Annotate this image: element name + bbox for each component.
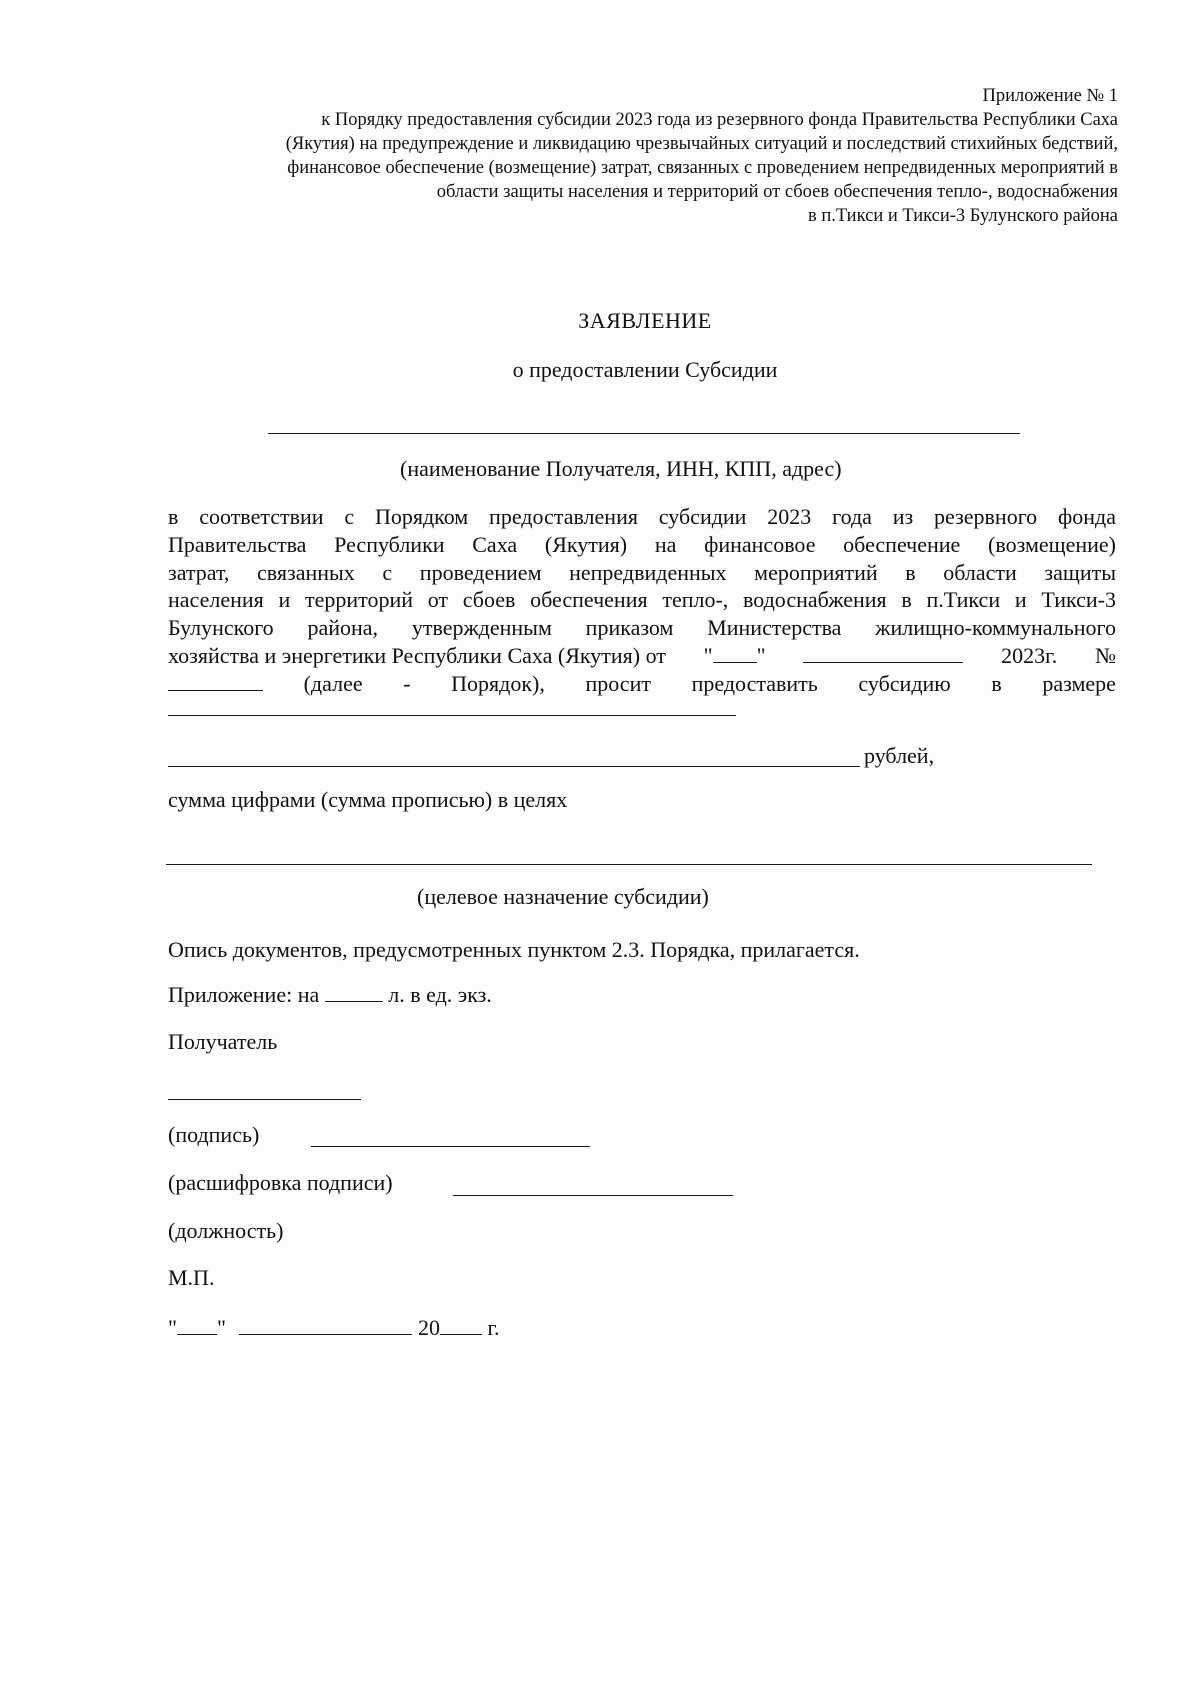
signature-label: (подпись) [168,1122,260,1147]
date-century: 20 [417,1315,440,1340]
recipient-name-field[interactable] [268,433,1020,434]
date-day-field[interactable] [177,1316,217,1335]
date-year-suffix: г. [487,1315,500,1340]
body-word: - [403,670,411,696]
order-day-group [704,642,766,670]
header-line: области защиты населения и территорий от сбоев обеспечения тепло-, водоснабжения [436,182,1118,202]
order-day-field[interactable] [713,642,757,663]
date-quote-close: " [216,1315,226,1340]
document-subtitle: о предоставлении Субсидии [512,357,778,382]
body-word: Порядок), [451,670,545,696]
body-word: предоставить [691,670,818,696]
document-title: ЗАЯВЛЕНИЕ [578,308,712,333]
stamp-label: М.П. [168,1265,215,1290]
subsidy-purpose-caption: (целевое назначение субсидии) [417,884,709,909]
body-line: населения и территорий от сбоев обеспечения тепло-, водоснабжения в п.Тикси и Тикси-3 [168,587,1116,613]
body-word: размере [1042,670,1116,696]
signature-field[interactable] [311,1146,590,1147]
recipient-name-caption: (наименование Получателя, ИНН, КПП, адрес) [400,456,842,481]
date-quote-open: " [168,1315,177,1340]
body-line: Правительства Республики Саха (Якутия) на финансовое обеспечение (возмещение) [168,531,1116,557]
header-line: (Якутия) на предупреждение и ликвидацию чрезвычайных ситуаций и последствий стихийных бедствий, [285,134,1118,154]
quote-close: " [756,642,766,668]
date-year-field[interactable] [440,1316,482,1335]
purpose-intro: сумма цифрами (сумма прописью) в целях [168,787,568,812]
body-word: просит [585,670,651,696]
body-word: субсидию [858,670,951,696]
documents-note: Опись документов, предусмотренных пунктом 2.3. Порядка, прилагается. [168,937,860,962]
subsidy-amount-words-field[interactable] [168,766,860,767]
body-line-order-date [168,642,1116,670]
application-body [168,503,1116,698]
header-line: финансовое обеспечение (возмещение) затрат, связанных с проведением непредвиденных мероприятий в [287,158,1118,178]
body-word: в [991,670,1002,696]
order-year-text: 2023г. [1001,642,1058,668]
attachment-suffix: л. в ед. экз. [388,982,492,1007]
header-line: в п.Тикси и Тикси-3 Булунского района [807,206,1118,226]
attachment-line [168,982,492,1008]
body-line-subsidy-request [168,670,1116,698]
attachment-prefix: Приложение: на [168,982,320,1007]
body-word: (далее [303,670,363,696]
subsidy-amount-field[interactable] [168,715,736,716]
body-line: затрат, связанных с проведением непредвиденных мероприятий в области защиты [168,559,1116,585]
order-number-field[interactable] [168,670,263,691]
signature-decoding-label: (расшифровка подписи) [168,1170,393,1195]
body-line: Булунского района, утвержденным приказом Министерства жилищно-коммунального [168,615,1116,641]
body-line: в соответствии с Порядком предоставления субсидии 2023 года из резервного фонда [168,504,1116,529]
header-line: Приложение № 1 [982,86,1118,106]
attachment-sheets-field[interactable] [325,983,383,1002]
quote-open: " [703,642,713,668]
signature-decoding-field[interactable] [453,1195,733,1196]
date-month-field[interactable] [239,1316,412,1335]
position-label: (должность) [168,1218,284,1243]
appendix-header [138,84,1118,228]
order-number-sign: № [1094,642,1116,668]
header-line: к Порядку предоставления субсидии 2023 года из резервного фонда Правительства Республики Саха [321,110,1118,130]
recipient-label: Получатель [168,1029,278,1054]
date-line [168,1315,500,1341]
recipient-field[interactable] [168,1099,361,1100]
rubles-label: рублей, [864,743,935,768]
body-text: хозяйства и энергетики Республики Саха (Якутия) от [168,642,666,668]
subsidy-purpose-field[interactable] [166,864,1092,865]
order-month-field[interactable] [803,642,963,663]
